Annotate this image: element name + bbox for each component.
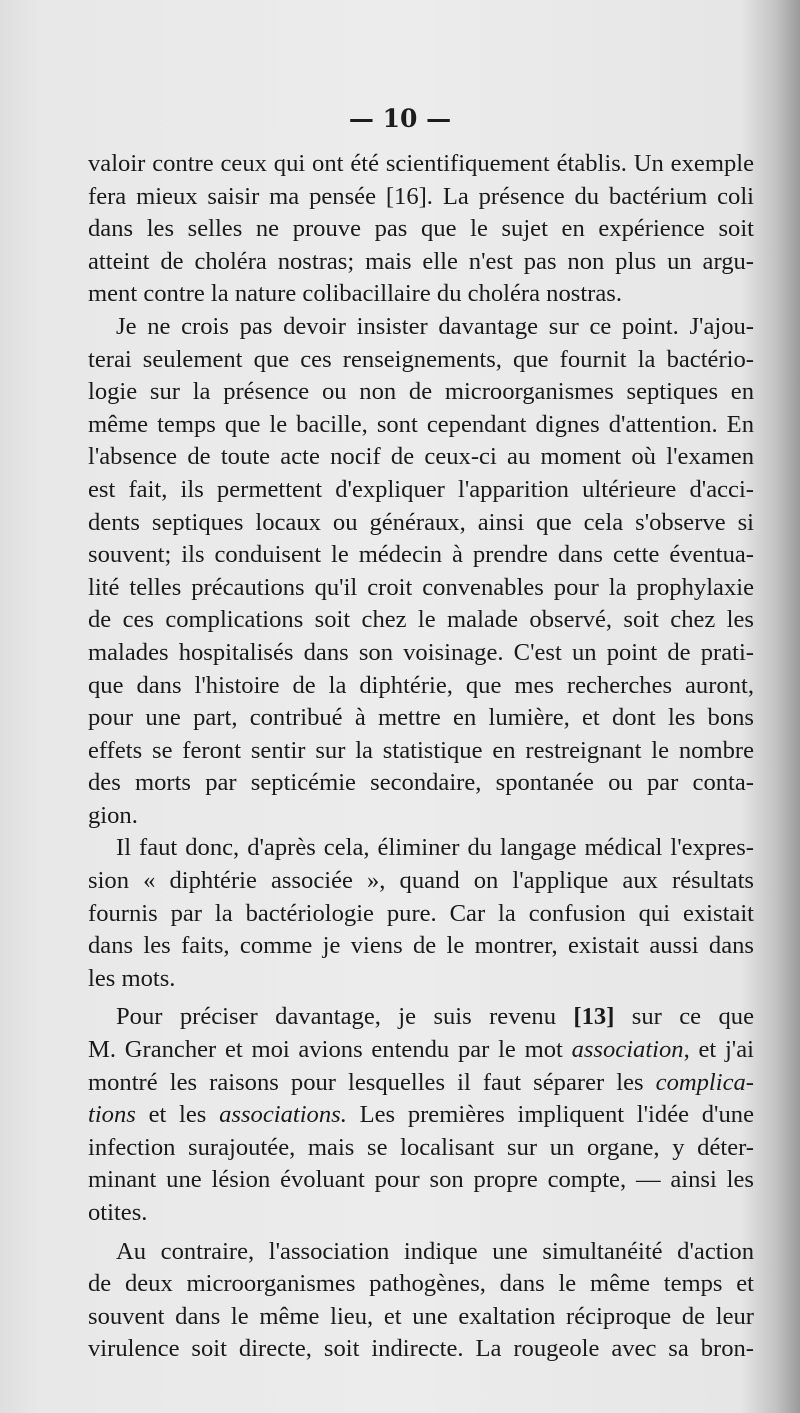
text-line: virulence soit directe, soit indirecte. La rougeole avec sa bron- — [88, 1335, 754, 1363]
text-line: que dans l'histoire de la diphtérie, que mes recherches auront, — [88, 671, 754, 699]
text-line: dans les selles ne prouve pas que le sujet en expérience soit — [88, 215, 754, 243]
body-text — [88, 148, 754, 1366]
text-line: valoir contre ceux qui ont été scientifiquement établis. Un exemple — [88, 150, 754, 177]
text-line: de ces complications soit chez le malade observé, soit chez les — [88, 606, 754, 634]
text-line: atteint de choléra nostras; mais elle n'est pas non plus un argu- — [88, 247, 754, 275]
text-line: malades hospitalisés dans son voisinage. C'est un point de prati- — [88, 638, 754, 666]
text-line: fournis par la bactériologie pure. Car la confusion qui existait — [88, 899, 754, 927]
text-line: pour une part, contribué à mettre en lumière, et dont les bons — [88, 704, 754, 732]
text-line: de deux microorganismes pathogènes, dans le même temps et — [88, 1270, 754, 1298]
text-line: lité telles précautions qu'il croit convenables pour la prophylaxie — [88, 573, 754, 601]
text-line: l'absence de toute acte nocif de ceux-ci au moment où l'examen — [88, 443, 754, 471]
text-line: Il faut donc, d'après cela, éliminer du langage médical l'expres- — [116, 834, 754, 862]
text-line: souvent; ils conduisent le médecin à prendre dans cette éventua- — [88, 541, 754, 569]
text-line: souvent dans le même lieu, et une exaltation réciproque de leur — [88, 1302, 754, 1330]
text-line: fera mieux saisir ma pensée [16]. La présence du bactérium coli — [88, 182, 754, 210]
text-line: même temps que le bacille, sont cependant dignes d'attention. En — [88, 410, 754, 438]
text-line: infection surajoutée, mais se localisant sur un organe, y déter- — [88, 1133, 754, 1161]
text-line: effets se feront sentir sur la statistique en restreignant le nombre — [88, 736, 754, 764]
text-line: est fait, ils permettent d'expliquer l'apparition ultérieure d'acci- — [88, 475, 754, 503]
text-line: Pour préciser davantage, je suis revenu [13] sur ce que — [116, 1003, 754, 1031]
text-line: dans les faits, comme je viens de le montrer, existait aussi dans — [88, 932, 754, 960]
text-line: minant une lésion évoluant pour son propre compte, — ainsi les — [88, 1166, 754, 1194]
text-line: gion. — [88, 801, 138, 829]
text-line: otites. — [88, 1199, 148, 1226]
text-line: tions et les associations. Les premières impliquent l'idée d'une — [88, 1101, 754, 1129]
text-line: sion « diphtérie associée », quand on l'applique aux résultats — [88, 867, 754, 895]
text-line: terai seulement que ces renseignements, que fournit la bactério- — [88, 345, 754, 373]
text-line: des morts par septicémie secondaire, spontanée ou par conta- — [88, 769, 754, 797]
text-line: ment contre la nature colibacillaire du choléra nostras. — [88, 280, 623, 308]
text-line: Je ne crois pas devoir insister davantage sur ce point. J'ajou- — [116, 312, 754, 340]
text-line: les mots. — [88, 964, 176, 992]
text-line: M. Grancher et moi avions entendu par le mot association, et j'ai — [88, 1036, 754, 1064]
text-line: dents septiques locaux ou généraux, ainsi que cela s'observe si — [88, 508, 754, 536]
text-line: Au contraire, l'association indique une simultanéité d'action — [116, 1237, 754, 1265]
page-number: — 10 — — [348, 104, 452, 133]
text-line: montré les raisons pour lesquelles il faut séparer les complica- — [88, 1068, 754, 1096]
text-line: logie sur la présence ou non de microorganismes septiques en — [88, 378, 754, 406]
